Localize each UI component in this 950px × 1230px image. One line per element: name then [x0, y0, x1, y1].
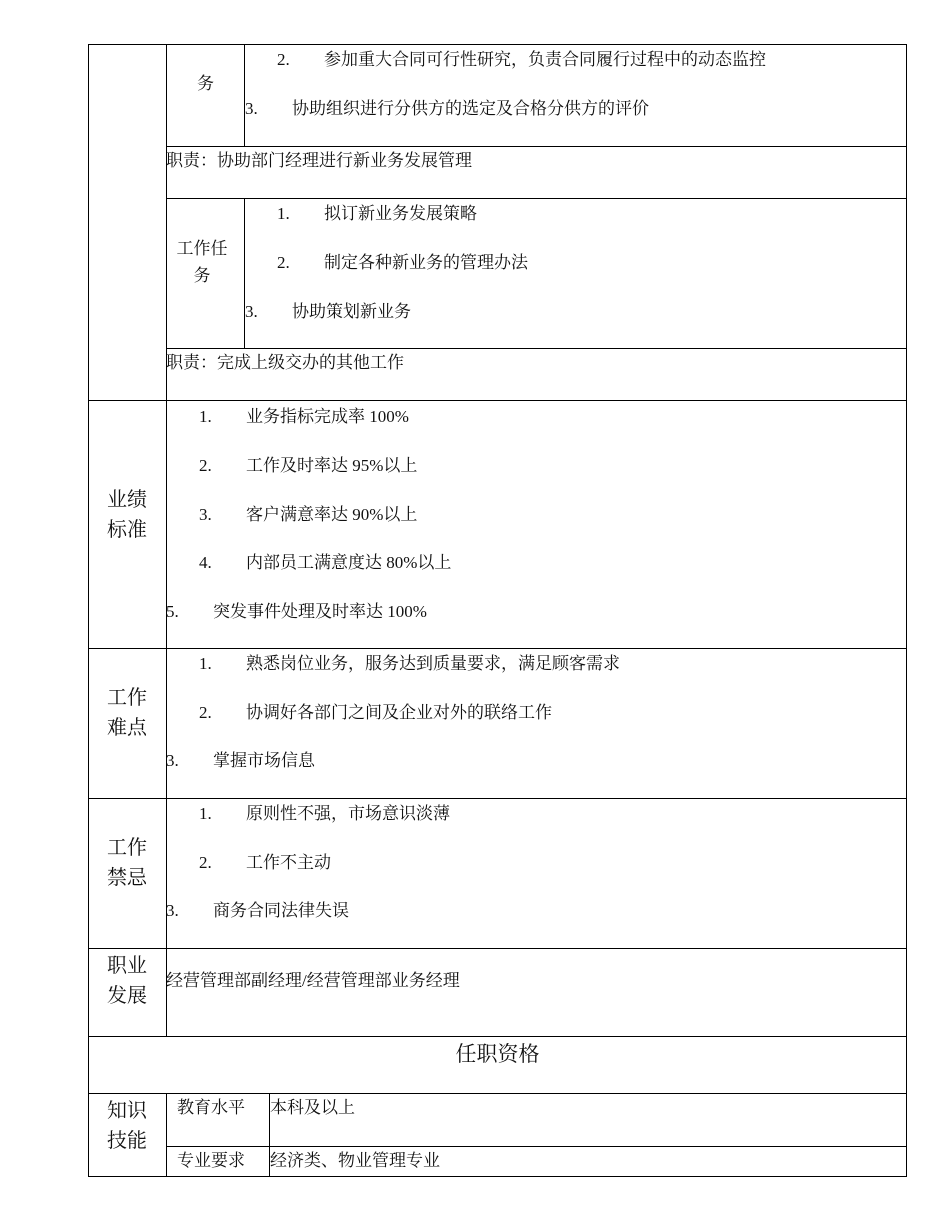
list-item: [277, 50, 766, 70]
table-border-bottom: [88, 1176, 907, 1177]
row-divider: [88, 798, 907, 799]
list-item: [199, 654, 620, 674]
row-divider: [88, 1093, 907, 1094]
list-text: 协助策划新业务: [292, 302, 411, 321]
list-number: 3.: [245, 99, 258, 118]
list-text: 协调好各部门之间及企业对外的联络工作: [246, 703, 552, 722]
task2-label: 工作任务: [176, 239, 228, 285]
task1-label-divider: [244, 44, 245, 146]
row-divider: [88, 1036, 907, 1037]
list-text: 掌握市场信息: [213, 751, 315, 770]
table-border-left: [88, 44, 89, 1177]
knowledge-skill-label: 知识技能: [107, 1100, 147, 1152]
duty-text: 职责：协助部门经理进行新业务发展管理: [166, 151, 472, 170]
list-item: [245, 99, 649, 119]
list-text: 突发事件处理及时率达 100%: [213, 602, 427, 621]
row-divider: [88, 948, 907, 949]
table-border-top: [88, 44, 907, 45]
list-number: 2.: [199, 853, 212, 872]
list-text: 原则性不强，市场意识淡薄: [246, 804, 450, 823]
list-number: 2.: [199, 703, 212, 722]
row-divider: [166, 146, 907, 147]
list-text: 协助组织进行分供方的选定及合格分供方的评价: [292, 99, 649, 118]
list-item: [199, 456, 417, 476]
career-label: 职业发展: [107, 955, 147, 1007]
list-item: [199, 853, 331, 873]
list-text: 制定各种新业务的管理办法: [324, 253, 528, 272]
label-column-divider-lower: [166, 1093, 167, 1177]
list-text: 商务合同法律失误: [213, 901, 349, 920]
list-text: 客户满意率达 90%以上: [246, 505, 418, 524]
list-text: 参加重大合同可行性研究，负责合同履行过程中的动态监控: [324, 50, 766, 69]
list-number: 2.: [199, 456, 212, 475]
list-number: 1.: [199, 407, 212, 426]
list-text: 工作及时率达 95%以上: [246, 456, 418, 475]
label-column-divider: [166, 44, 167, 1037]
list-number: 2.: [277, 50, 290, 69]
list-number: 5.: [166, 602, 179, 621]
duty-text: 职责：完成上级交办的其他工作: [166, 353, 404, 372]
list-item: [245, 302, 411, 322]
list-item: [166, 901, 349, 921]
table-border-right: [906, 44, 907, 1177]
list-item: [277, 204, 477, 224]
list-number: 4.: [199, 553, 212, 572]
list-item: [199, 505, 417, 525]
career-text: 经营管理部副经理/经营管理部业务经理: [166, 971, 460, 990]
list-number: 1.: [199, 804, 212, 823]
row-divider: [88, 400, 907, 401]
list-item: [199, 804, 450, 824]
list-item: [199, 703, 552, 723]
major-value: 经济类、物业管理专业: [270, 1151, 440, 1170]
list-text: 内部员工满意度达 80%以上: [246, 553, 452, 572]
list-number: 1.: [199, 654, 212, 673]
task2-label-divider: [244, 198, 245, 349]
education-value: 本科及以上: [270, 1098, 355, 1117]
list-number: 3.: [166, 901, 179, 920]
list-item: [166, 602, 427, 622]
list-text: 熟悉岗位业务，服务达到质量要求，满足顾客需求: [246, 654, 620, 673]
qualification-heading: 任职资格: [455, 1042, 540, 1066]
list-item: [199, 407, 409, 427]
list-text: 拟订新业务发展策略: [324, 204, 477, 223]
education-label: 教育水平: [177, 1098, 245, 1117]
major-label: 专业要求: [177, 1151, 245, 1170]
taboo-label: 工作禁忌: [107, 837, 147, 889]
difficulty-label: 工作难点: [107, 687, 147, 739]
row-divider: [166, 348, 907, 349]
row-divider: [166, 198, 907, 199]
list-number: 3.: [245, 302, 258, 321]
row-divider: [166, 1146, 907, 1147]
row-divider: [88, 648, 907, 649]
list-text: 业务指标完成率 100%: [246, 407, 409, 426]
list-number: 3.: [199, 505, 212, 524]
list-text: 工作不主动: [246, 853, 331, 872]
list-number: 3.: [166, 751, 179, 770]
list-number: 1.: [277, 204, 290, 223]
performance-label: 业绩标准: [107, 489, 147, 541]
list-item: [277, 253, 528, 273]
task1-label: 务: [197, 74, 214, 93]
list-item: [166, 751, 315, 771]
list-item: [199, 553, 451, 573]
list-number: 2.: [277, 253, 290, 272]
